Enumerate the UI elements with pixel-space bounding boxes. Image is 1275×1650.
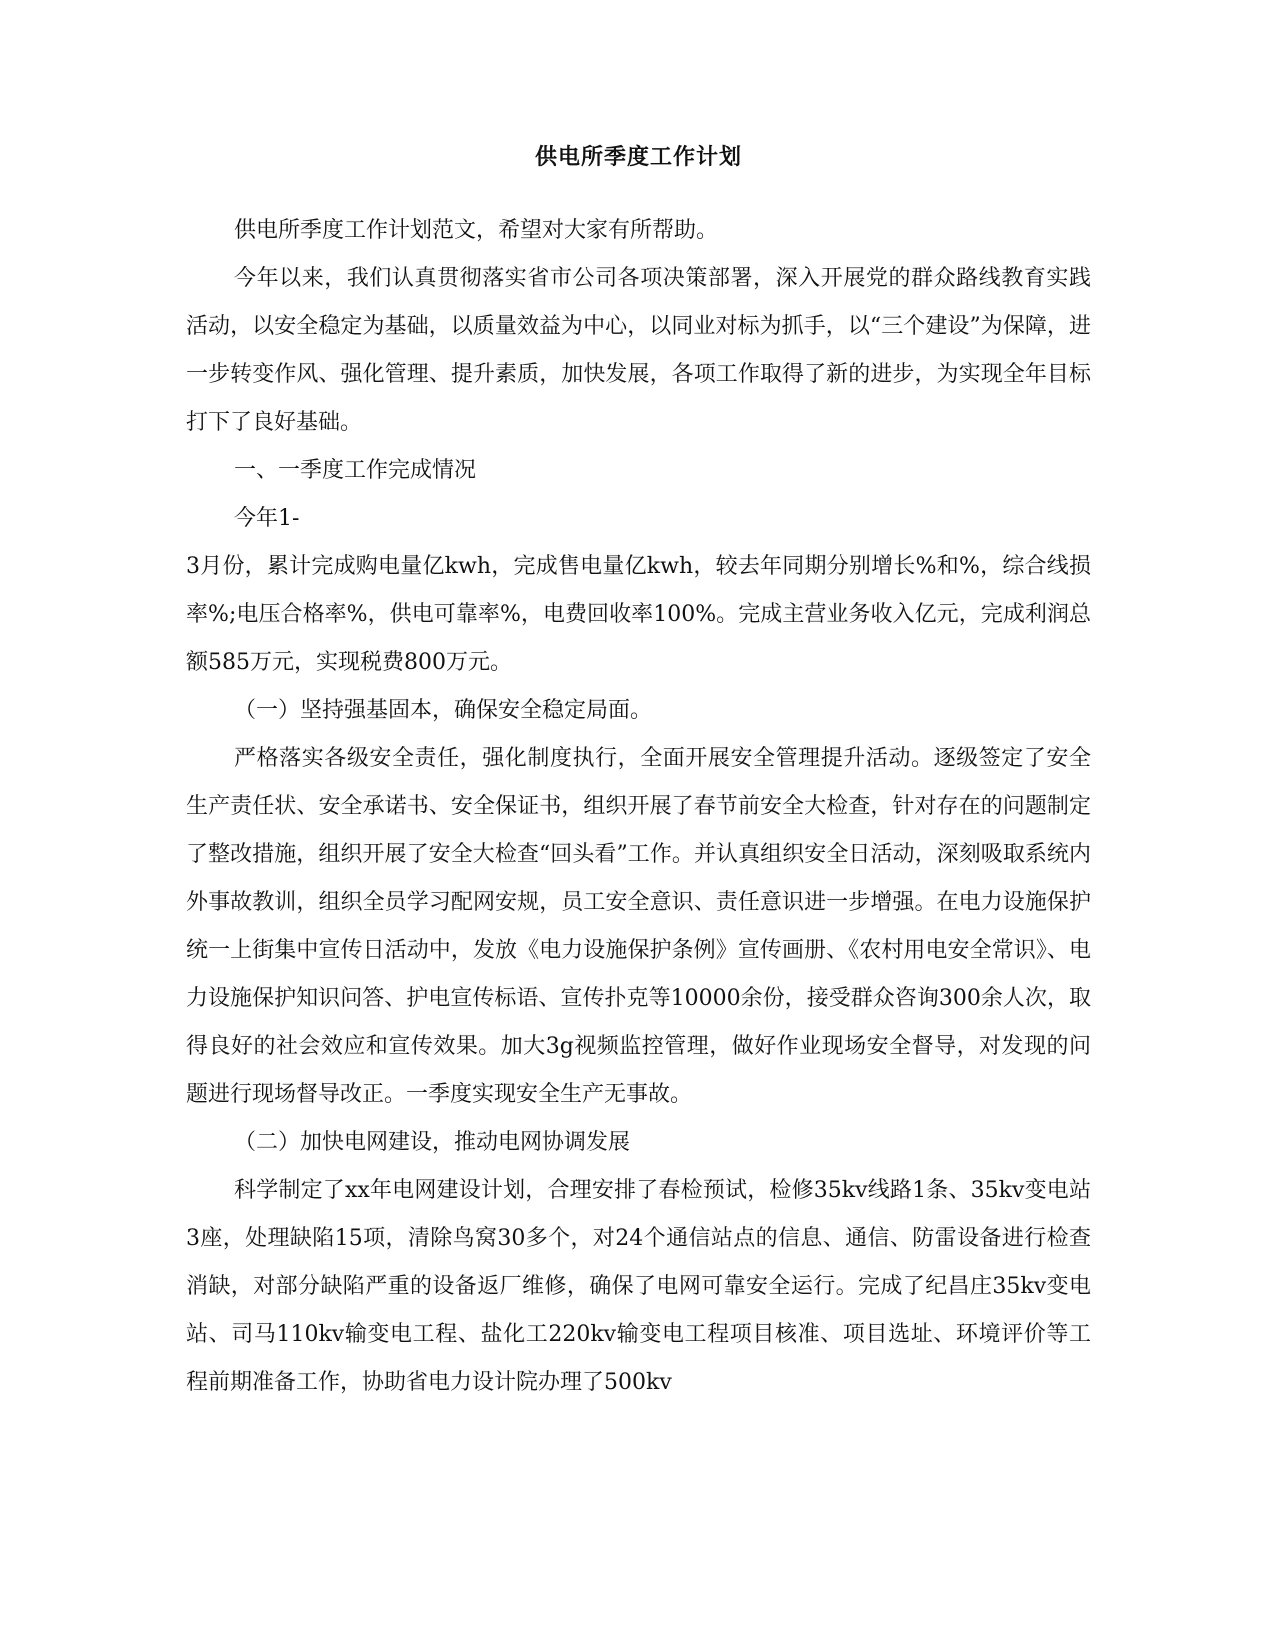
subheading-safety: （一）坚持强基固本，确保安全稳定局面。 (234, 698, 653, 723)
safety-paragraph: 严格落实各级安全责任，强化制度执行，全面开展安全管理提升活动。逐级签定了安全生产责任状、安全承诺书、安全保证书，组织开展了春节前安全大检查，针对存在的问题制定了整改措施，组织开展了安全大检查“回头看”工作。并认真组织安全日活动，深刻吸取系统内外事故教训，组织全员学习配网安规，员工安全意识、责任意识进一步增强。在电力设施保护统一上街集中宣传日活动中，发放《电力设施保护条例》宣传画册、《农村用电安全常识》、电力设施保护知识问答、护电宣传标语、宣传扑克等10000余份，接受群众咨询300余人次，取得良好的社会效应和宣传效果。加大3g视频监控管理，做好作业现场安全督导，对发现的问题进行现场督导改正。一季度实现安全生产无事故。 (186, 746, 1091, 1107)
overview-paragraph: 今年以来，我们认真贯彻落实省市公司各项决策部署，深入开展党的群众路线教育实践活动，以安全稳定为基础，以质量效益为中心，以同业对标为抓手，以“三个建设”为保障，进一步转变作风、强化管理、提升素质，加快发展，各项工作取得了新的进步，为实现全年目标打下了良好基础。 (186, 266, 1091, 435)
q1-period-line: 今年1- (234, 506, 300, 531)
subheading-grid: （二）加快电网建设，推动电网协调发展 (234, 1130, 631, 1155)
q1-results-paragraph: 3月份，累计完成购电量亿kwh，完成售电量亿kwh，较去年同期分别增长%和%，综合线损率%;电压合格率%，供电可靠率%，电费回收率100%。完成主营业务收入亿元，完成利润总额585万元，实现税费800万元。 (186, 554, 1091, 675)
intro-paragraph: 供电所季度工作计划范文，希望对大家有所帮助。 (234, 218, 719, 243)
document-title: 供电所季度工作计划 (534, 144, 742, 170)
grid-paragraph: 科学制定了xx年电网建设计划，合理安排了春检预试，检修35kv线路1条、35kv变电站3座，处理缺陷15项，清除鸟窝30多个，对24个通信站点的信息、通信、防雷设备进行检查消缺，对部分缺陷严重的设备返厂维修，确保了电网可靠安全运行。完成了纪昌庄35kv变电站、司马110kv输变电工程、盐化工220kv输变电工程项目核准、项目选址、环境评价等工程前期准备工作，协助省电力设计院办理了500kv (186, 1178, 1091, 1395)
section-heading-q1: 一、一季度工作完成情况 (234, 458, 477, 483)
document-body (186, 142, 1091, 1407)
